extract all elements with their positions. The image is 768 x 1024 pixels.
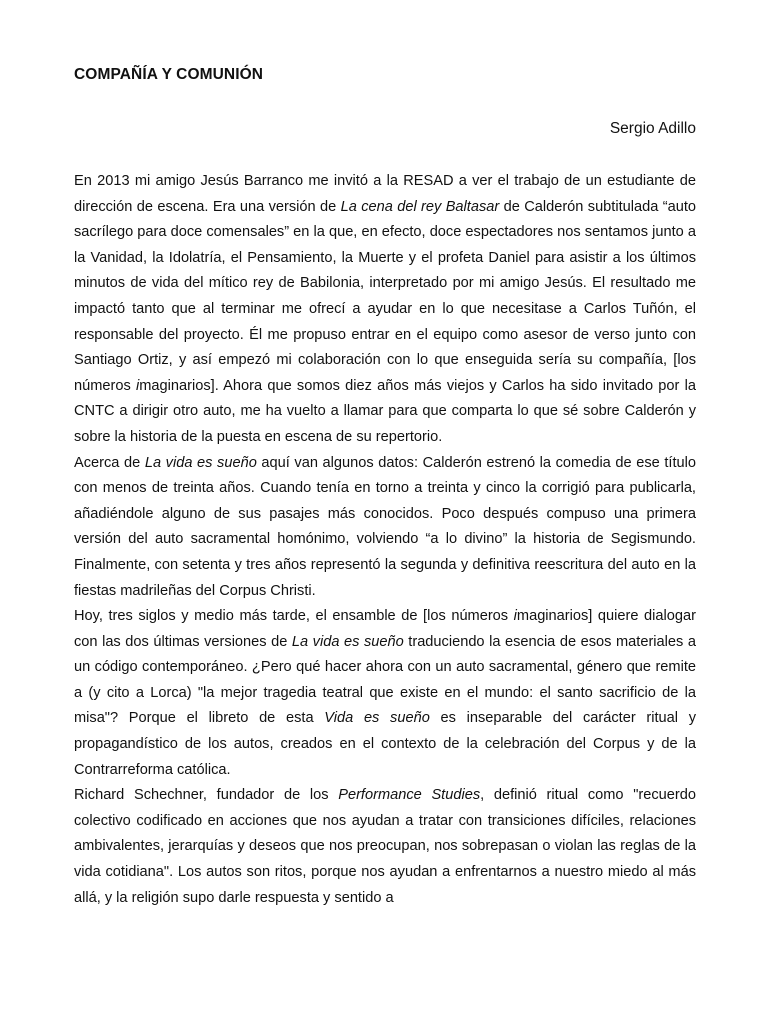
paragraph-text: En 2013 mi amigo Jesús Barranco me invitó a la RESAD a ver el trabajo de un estudiante de dirección de escena. Era una versión de (74, 173, 696, 215)
italic-text: La cena del rey Baltasar (340, 198, 500, 215)
italic-text: Performance Studies (338, 787, 481, 804)
paragraph-text: Acerca de (74, 454, 145, 471)
paragraph-text: maginarios]. Ahora que somos diez años más viejos y Carlos ha sido invitado por la CNTC a dirigir otro auto, me ha vuelto a llamar para que comparta lo que sé sobre Calderón y sobre la historia de la puesta en escena de su repertorio. (74, 377, 696, 445)
author-name: Sergio Adillo (609, 120, 696, 137)
paragraph-text: Richard Schechner, fundador de los (74, 787, 339, 804)
document-title: COMPAÑÍA Y COMUNIÓN (74, 66, 264, 83)
paragraph-text: , definió ritual como "recuerdo colectivo codificado en acciones que nos ayudan a tratar con transiciones difíciles, relaciones ambivalentes, jerarquías y deseos que nos preocupan, nos sobrepasan o violan las reglas de la vida cotidiana". Los autos son ritos, porque nos ayudan a enfrentarnos a nuestro miedo al más allá, y la religión supo darle respuesta y sentido a (74, 787, 696, 906)
paragraph-text: traduciendo la esencia de esos materiales a un código contemporáneo. ¿Pero qué hacer ahora con un auto sacramental, género que remite a (y cito a Lorca) "la mejor tragedia teatral que existe en el mundo: el santo sacrificio de la misa"? Porque el libreto de esta (74, 633, 696, 727)
italic-text: La vida es sueño (144, 454, 257, 471)
italic-text: Vida es sueño (324, 710, 430, 727)
italic-text: La vida es sueño (291, 633, 404, 650)
body-paragraph (74, 783, 696, 911)
paragraph-text: aquí van algunos datos: Calderón estrenó la comedia de ese título con menos de treinta años. Cuando tenía en torno a treinta y cinco la corrigió para publicarla, añadiéndole alguno de sus pasajes más conocidos. Poco después compuso una primera versión del auto sacramental homónimo, volviendo “a lo divino” la historia de Segismundo. Finalmente, con setenta y tres años representó la segunda y definitiva reescritura del auto en la fiestas madrileñas del Corpus Christi. (74, 454, 696, 599)
body-paragraph (74, 451, 696, 605)
paragraph-text: es inseparable del carácter ritual y propagandístico de los autos, creados en el contexto de la celebración del Corpus y de la Contrarreforma católica. (74, 710, 697, 778)
document-page (74, 66, 696, 911)
italic-text: i (136, 377, 140, 394)
body-paragraph (74, 604, 696, 783)
body-paragraph (74, 169, 696, 451)
document-body (74, 169, 696, 911)
italic-text: i (513, 608, 517, 625)
paragraph-text: maginarios] quiere dialogar con las dos últimas versiones de (74, 608, 696, 650)
paragraph-text: de Calderón subtitulada “auto sacrílego para doce comensales” en la que, en efecto, doce espectadores nos sentamos junto a la Vanidad, la Idolatría, el Pensamiento, la Muerte y el profeta Daniel para asistir a los últimos minutos de vida del mítico rey de Babilonia, interpretado por mi amigo Jesús. El resultado me impactó tanto que al terminar me ofrecí a ayudar en lo que necesitase a Carlos Tuñón, el responsable del proyecto. Él me propuso entrar en el equipo como asesor de verso junto con Santiago Ortiz, y así empezó mi colaboración con lo que enseguida sería su compañía, [los números (74, 198, 696, 394)
paragraph-text: Hoy, tres siglos y medio más tarde, el ensamble de [los números (74, 608, 514, 625)
